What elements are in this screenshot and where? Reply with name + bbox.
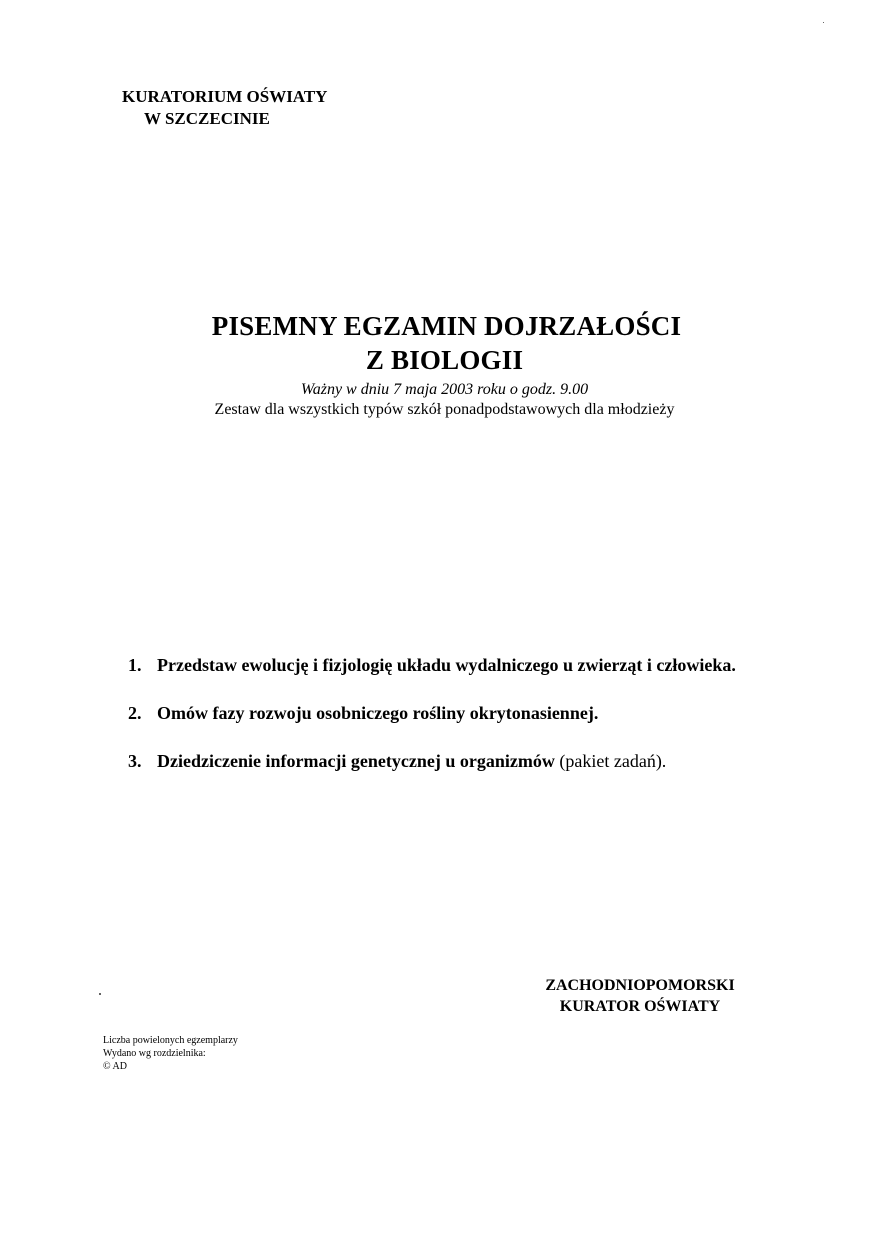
exam-scope: Zestaw dla wszystkich typów szkół ponadpodstawowych dla młodzieży (214, 401, 675, 418)
topic-item-3 (128, 749, 808, 774)
footer-notes (103, 1034, 238, 1073)
footer-copies: Liczba powielonych egzemplarzy (103, 1035, 238, 1046)
topic-item-1 (128, 653, 808, 678)
topic-text: Przedstaw ewolucję i fizjologię układu wydalniczego u zwierząt i człowieka. (157, 655, 736, 675)
issuer-city: W SZCZECINIE (144, 109, 270, 128)
topic-number: 1. (128, 655, 142, 675)
topic-item-2 (128, 701, 808, 726)
signature-line-title: KURATOR OŚWIATY (559, 998, 721, 1015)
footer-distribution: Wydano wg rozdzielnika: (103, 1048, 206, 1059)
issuer-name: KURATORIUM OŚWIATY (122, 87, 328, 106)
signature-block (520, 975, 760, 1017)
footer-copyright: © AD (103, 1061, 127, 1072)
exam-title-block (0, 309, 887, 420)
topic-list (128, 653, 808, 797)
scan-speck (823, 22, 824, 23)
topic-text: Omów fazy rozwoju osobniczego rośliny okrytonasiennej. (157, 703, 599, 723)
topic-text: Dziedziczenie informacji genetycznej u organizmów (157, 751, 555, 771)
topic-number: 3. (128, 751, 142, 771)
scan-speck (99, 993, 101, 995)
issuer-header (122, 86, 327, 130)
exam-title: PISEMNY EGZAMIN DOJRZAŁOŚCI (211, 311, 682, 341)
signature-line-region: ZACHODNIOPOMORSKI (545, 977, 735, 994)
topic-number: 2. (128, 703, 142, 723)
exam-subject: Z BIOLOGII (365, 345, 524, 375)
topic-text-suffix: (pakiet zadań). (554, 751, 667, 771)
exam-validity-date: Ważny w dniu 7 maja 2003 roku o godz. 9.00 (300, 381, 589, 398)
